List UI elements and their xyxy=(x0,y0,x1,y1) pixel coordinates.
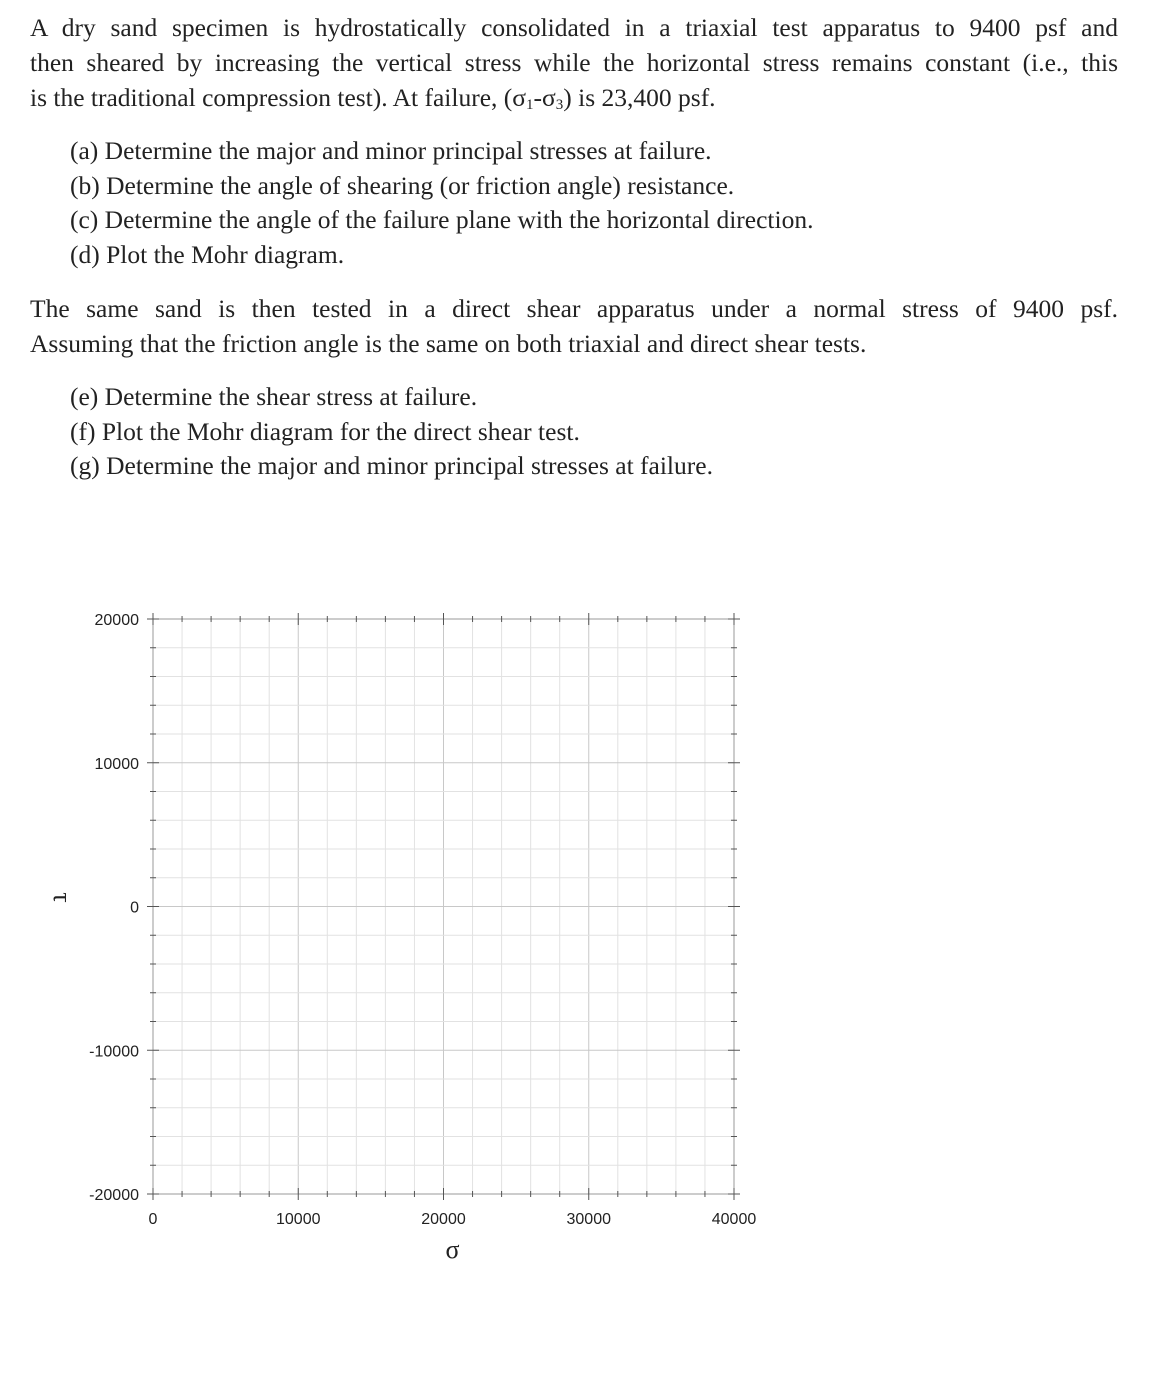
x-tick-label: 30000 xyxy=(566,1211,611,1228)
direct-shear-paragraph xyxy=(30,291,1118,361)
part-a: (a) Determine the major and minor principal stresses at failure. xyxy=(70,136,712,165)
second-line-2: Assuming that the friction angle is the same on both triaxial and direct shear tests. xyxy=(30,329,867,358)
x-axis-label: σ xyxy=(445,1235,460,1264)
part-d: (d) Plot the Mohr diagram. xyxy=(70,240,345,269)
part-g: (g) Determine the major and minor principal stresses at failure. xyxy=(70,451,713,480)
part-c: (c) Determine the angle of the failure plane with the horizontal direction. xyxy=(70,205,814,234)
y-tick-label: 10000 xyxy=(94,755,139,773)
x-tick-label: 40000 xyxy=(711,1211,757,1228)
y-tick-label: -20000 xyxy=(89,1187,139,1204)
y-tick-label: -10000 xyxy=(89,1043,139,1061)
tick-labels xyxy=(89,612,756,1228)
intro-line-3: is the traditional compression test). At failure, $(\sigma_1-\sigma_3)$ is 23,400 psf. xyxy=(30,83,716,113)
grid-lines xyxy=(153,619,734,1194)
x-tick-label: 10000 xyxy=(276,1211,321,1228)
y-axis-label: τ xyxy=(48,892,77,903)
intro-paragraph xyxy=(30,10,1118,123)
x-tick-label: 20000 xyxy=(421,1211,466,1228)
second-line-1: The same sand is then tested in a direct shear apparatus under a normal stress of 9400 psf. xyxy=(30,294,1118,323)
intro-line-1: A dry sand specimen is hydrostatically consolidated in a triaxial test apparatus to 9400 psf and xyxy=(30,13,1118,42)
mohr-diagram-chart xyxy=(0,560,1170,1280)
y-tick-label: 20000 xyxy=(94,612,139,629)
part-b: (b) Determine the angle of shearing (or friction angle) resistance. xyxy=(70,171,735,200)
y-tick-label: 0 xyxy=(130,899,139,917)
x-tick-label: 0 xyxy=(148,1211,158,1228)
part-e: (e) Determine the shear stress at failure. xyxy=(70,382,478,411)
intro-line-2: then sheared by increasing the vertical stress while the horizontal stress remains constant (i.e., this xyxy=(30,48,1118,77)
part-f: (f) Plot the Mohr diagram for the direct shear test. xyxy=(70,417,580,446)
